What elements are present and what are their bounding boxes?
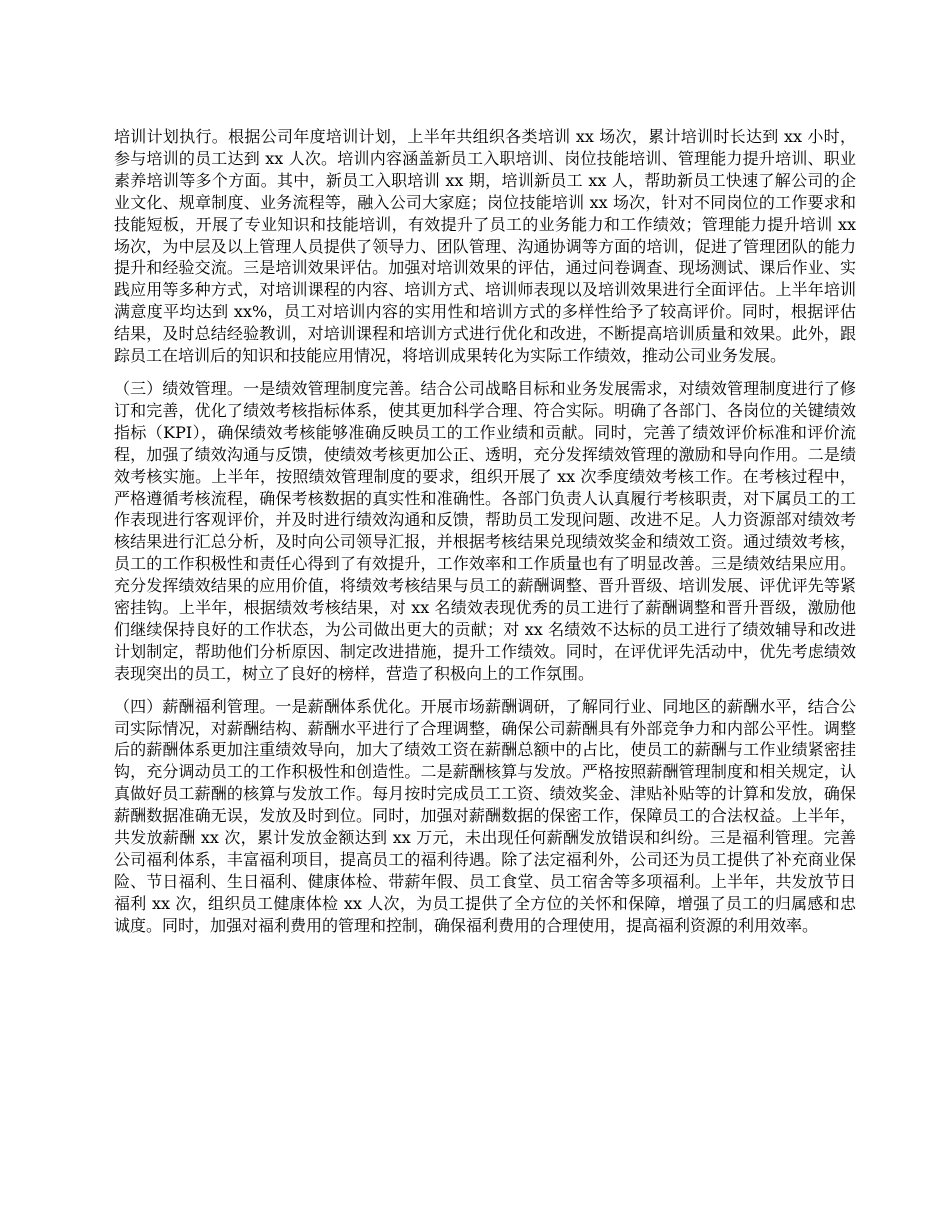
- paragraph-performance-management: （三）绩效管理。一是绩效管理制度完善。结合公司战略目标和业务发展需求，对绩效管理制度进行了修订和完善，优化了绩效考核指标体系，使其更加科学合理、符合实际。明确了各部门、各岗位的关键绩效指标（KPI），确保绩效考核能够准确反映员工的工作业绩和贡献。同时，完善了绩效评价标准和评价流程，加强了绩效沟通与反馈，使绩效考核更加公正、透明，充分发挥绩效管理的激励和导向作用。二是绩效考核实施。上半年，按照绩效管理制度的要求，组织开展了 xx 次季度绩效考核工作。在考核过程中，严格遵循考核流程，确保考核数据的真实性和准确性。各部门负责人认真履行考核职责，对下属员工的工作表现进行客观评价，并及时进行绩效沟通和反馈，帮助员工发现问题、改进不足。人力资源部对绩效考核结果进行汇总分析，及时向公司领导汇报，并根据考核结果兑现绩效奖金和绩效工资。通过绩效考核，员工的工作积极性和责任心得到了有效提升，工作效率和工作质量也有了明显改善。三是绩效结果应用。充分发挥绩效结果的应用价值，将绩效考核结果与员工的薪酬调整、晋升晋级、培训发展、评优评先等紧密挂钩。上半年，根据绩效考核结果，对 xx 名绩效表现优秀的员工进行了薪酬调整和晋升晋级，激励他们继续保持良好的工作状态，为公司做出更大的贡献；对 xx 名绩效不达标的员工进行了绩效辅导和改进计划制定，帮助他们分析原因、制定改进措施，提升工作绩效。同时，在评优评先活动中，优先考虑绩效表现突出的员工，树立了良好的榜样，营造了积极向上的工作氛围。: [114, 378, 856, 683]
- document-body: [114, 126, 856, 937]
- paragraph-compensation-benefits: （四）薪酬福利管理。一是薪酬体系优化。开展市场薪酬调研，了解同行业、同地区的薪酬水平，结合公司实际情况，对薪酬结构、薪酬水平进行了合理调整，确保公司薪酬具有外部竞争力和内部公平性。调整后的薪酬体系更加注重绩效导向，加大了绩效工资在薪酬总额中的占比，使员工的薪酬与工作业绩紧密挂钩，充分调动员工的工作积极性和创造性。二是薪酬核算与发放。严格按照薪酬管理制度和相关规定，认真做好员工薪酬的核算与发放工作。每月按时完成员工工资、绩效奖金、津贴补贴等的计算和发放，确保薪酬数据准确无误，发放及时到位。同时，加强对薪酬数据的保密工作，保障员工的合法权益。上半年，共发放薪酬 xx 次，累计发放金额达到 xx 万元，未出现任何薪酬发放错误和纠纷。三是福利管理。完善公司福利体系，丰富福利项目，提高员工的福利待遇。除了法定福利外，公司还为员工提供了补充商业保险、节日福利、生日福利、健康体检、带薪年假、员工食堂、员工宿舍等多项福利。上半年，共发放节日福利 xx 次，组织员工健康体检 xx 人次，为员工提供了全方位的关怀和保障，增强了员工的归属感和忠诚度。同时，加强对福利费用的管理和控制，确保福利费用的合理使用，提高福利资源的利用效率。: [114, 696, 856, 935]
- paragraph-training-execution: 培训计划执行。根据公司年度培训计划，上半年共组织各类培训 xx 场次，累计培训时长达到 xx 小时，参与培训的员工达到 xx 人次。培训内容涵盖新员工入职培训、岗位技能培训、管理能力提升培训、职业素养培训等多个方面。其中，新员工入职培训 xx 期，培训新员工 xx 人，帮助新员工快速了解公司的企业文化、规章制度、业务流程等，融入公司大家庭；岗位技能培训 xx 场次，针对不同岗位的工作要求和技能短板，开展了专业知识和技能培训，有效提升了员工的业务能力和工作绩效；管理能力提升培训 xx 场次，为中层及以上管理人员提供了领导力、团队管理、沟通协调等方面的培训，促进了管理团队的能力提升和经验交流。三是培训效果评估。加强对培训效果的评估，通过问卷调查、现场测试、课后作业、实践应用等多种方式，对培训课程的内容、培训方式、培训师表现以及培训效果进行全面评估。上半年培训满意度平均达到 xx%，员工对培训内容的实用性和培训方式的多样性给予了较高评价。同时，根据评估结果，及时总结经验教训，对培训课程和培训方式进行优化和改进，不断提高培训质量和效果。此外，跟踪员工在培训后的知识和技能应用情况，将培训成果转化为实际工作绩效，推动公司业务发展。: [114, 127, 856, 366]
